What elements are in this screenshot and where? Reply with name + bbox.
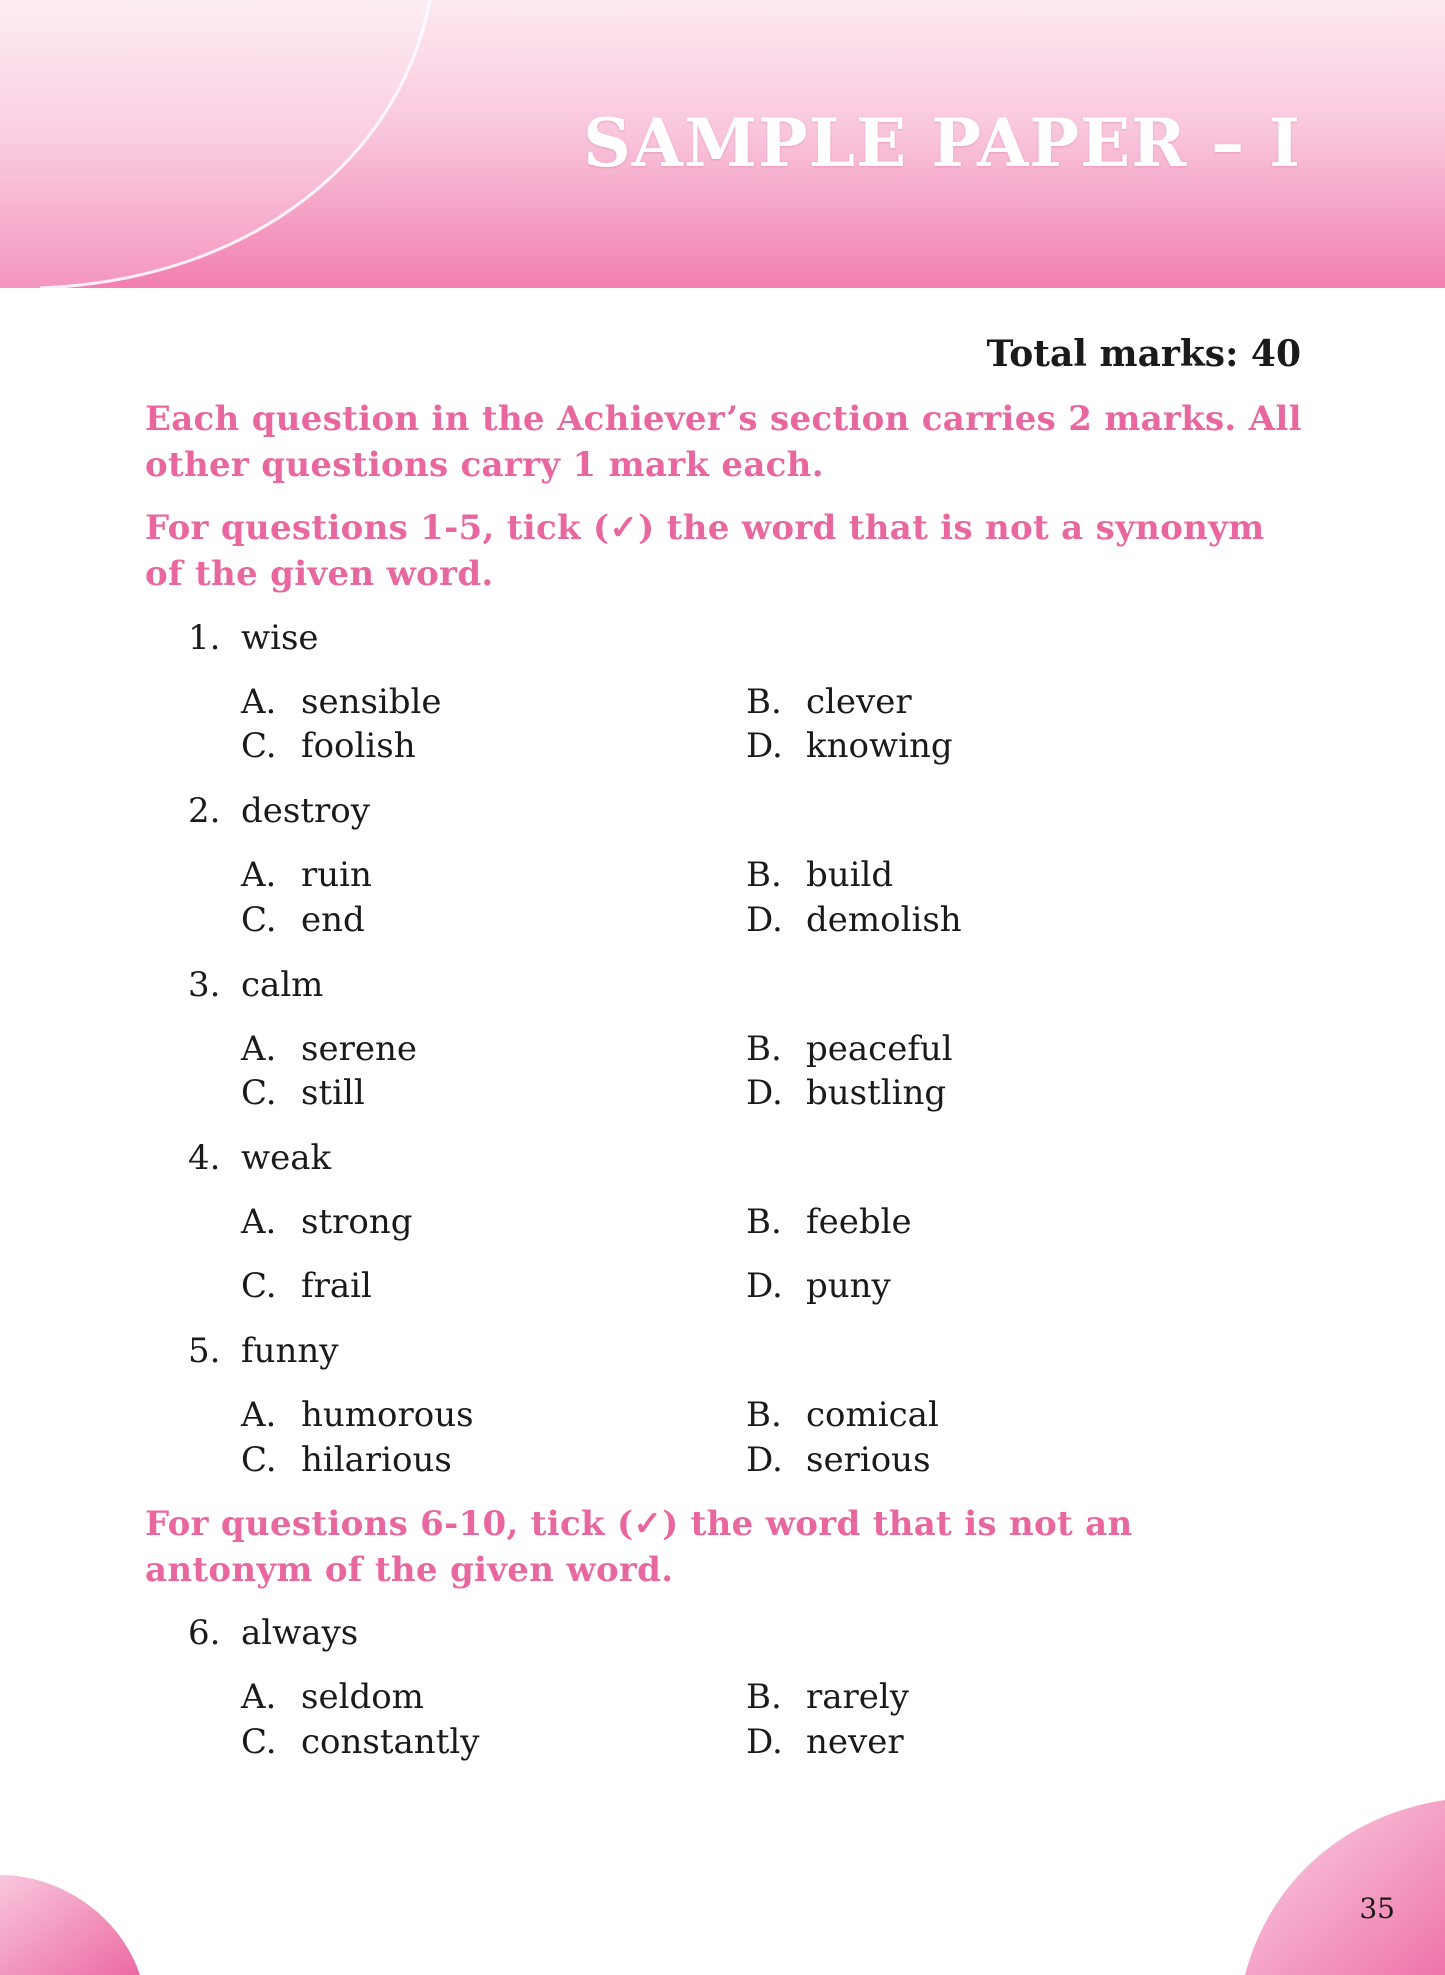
option-letter: C.: [241, 1266, 277, 1306]
option-text[interactable]: clever: [806, 682, 912, 722]
option-text[interactable]: end: [301, 900, 365, 940]
total-marks: Total marks: 40: [986, 333, 1301, 375]
option-letter: B.: [746, 682, 782, 722]
header-banner: [0, 0, 1445, 288]
question-number: 5.: [188, 1331, 221, 1371]
antonym-instruction: For questions 6-10, tick (✓) the word that is not an antonym of the given word.: [145, 1504, 1133, 1590]
option-letter: D.: [746, 1440, 783, 1480]
option-text[interactable]: sensible: [301, 682, 442, 722]
option-text[interactable]: rarely: [806, 1677, 909, 1717]
page-title: SAMPLE PAPER – I: [583, 104, 1301, 182]
option-text[interactable]: puny: [806, 1266, 891, 1306]
option-letter: D.: [746, 900, 783, 940]
question-number: 6.: [188, 1613, 221, 1653]
marks-instruction: Each question in the Achiever’s section carries 2 marks. All other questions carry 1 mark each.: [145, 399, 1302, 485]
option-letter: C.: [241, 1440, 277, 1480]
option-letter: A.: [241, 1202, 277, 1242]
option-text[interactable]: build: [806, 855, 894, 895]
option-letter: B.: [746, 1202, 782, 1242]
option-text[interactable]: constantly: [301, 1722, 480, 1762]
question-number: 4.: [188, 1138, 221, 1178]
option-text[interactable]: comical: [806, 1395, 939, 1435]
option-text[interactable]: feeble: [806, 1202, 912, 1242]
question-number: 2.: [188, 791, 221, 831]
option-text[interactable]: never: [806, 1722, 904, 1762]
option-letter: D.: [746, 1073, 783, 1113]
question-word: calm: [241, 965, 324, 1005]
option-letter: D.: [746, 1266, 783, 1306]
option-text[interactable]: demolish: [806, 900, 962, 940]
option-text[interactable]: serious: [806, 1440, 931, 1480]
option-letter: D.: [746, 726, 783, 766]
option-letter: C.: [241, 1073, 277, 1113]
option-letter: B.: [746, 1029, 782, 1069]
option-text[interactable]: foolish: [301, 726, 416, 766]
question-word: funny: [241, 1331, 339, 1371]
option-letter: A.: [241, 682, 277, 722]
question-word: wise: [241, 618, 319, 658]
page-number: 35: [1359, 1892, 1395, 1925]
question-number: 1.: [188, 618, 221, 658]
question-word: weak: [241, 1138, 332, 1178]
corner-decoration-bottom-right: [1245, 1800, 1445, 1975]
option-text[interactable]: frail: [301, 1266, 372, 1306]
question-word: destroy: [241, 791, 370, 831]
option-letter: B.: [746, 1677, 782, 1717]
option-letter: C.: [241, 1722, 277, 1762]
option-text[interactable]: seldom: [301, 1677, 424, 1717]
option-letter: C.: [241, 900, 277, 940]
option-letter: B.: [746, 855, 782, 895]
option-text[interactable]: still: [301, 1073, 365, 1113]
option-text[interactable]: strong: [301, 1202, 413, 1242]
synonym-instruction: For questions 1-5, tick (✓) the word that is not a synonym of the given word.: [145, 508, 1265, 594]
option-letter: A.: [241, 1677, 277, 1717]
option-letter: C.: [241, 726, 277, 766]
question-number: 3.: [188, 965, 221, 1005]
question-word: always: [241, 1613, 359, 1653]
corner-decoration-bottom-left: [0, 1865, 150, 1975]
option-text[interactable]: hilarious: [301, 1440, 452, 1480]
option-text[interactable]: ruin: [301, 855, 372, 895]
option-letter: A.: [241, 1395, 277, 1435]
option-text[interactable]: humorous: [301, 1395, 474, 1435]
option-text[interactable]: serene: [301, 1029, 417, 1069]
option-letter: D.: [746, 1722, 783, 1762]
option-letter: B.: [746, 1395, 782, 1435]
option-text[interactable]: bustling: [806, 1073, 947, 1113]
option-letter: A.: [241, 1029, 277, 1069]
option-letter: A.: [241, 855, 277, 895]
option-text[interactable]: knowing: [806, 726, 953, 766]
option-text[interactable]: peaceful: [806, 1029, 953, 1069]
